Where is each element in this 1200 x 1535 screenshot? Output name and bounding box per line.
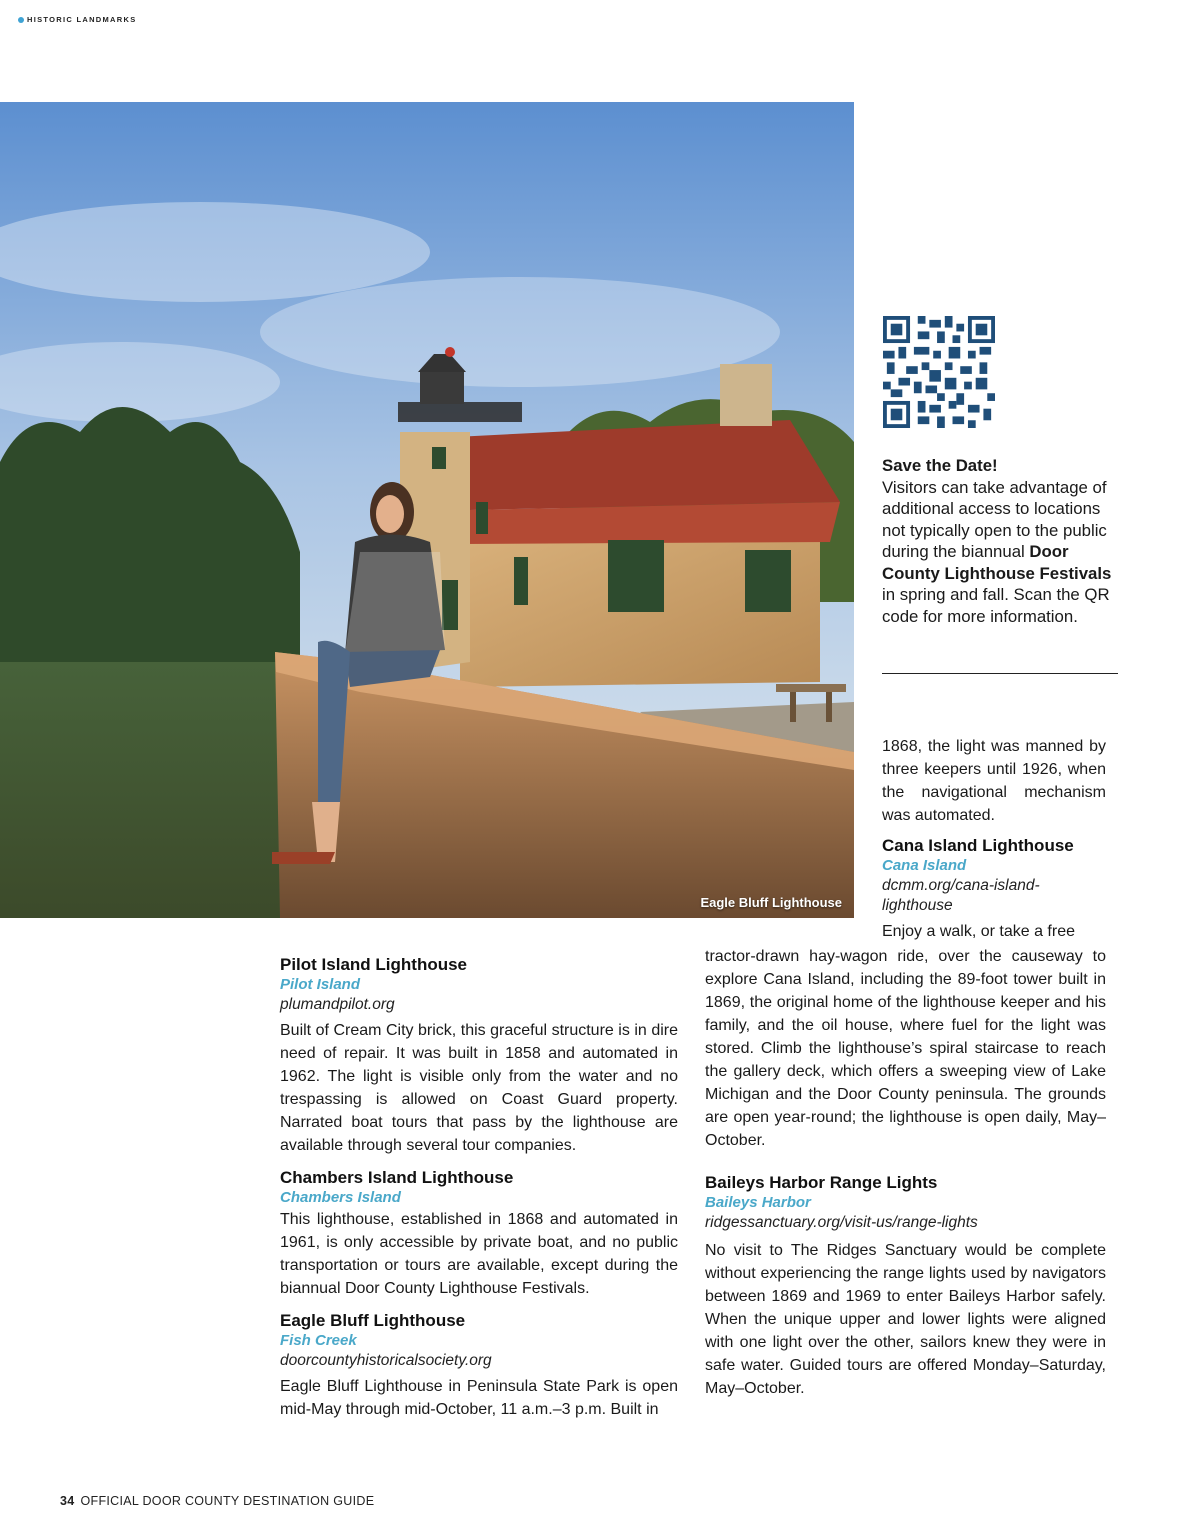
sidebar-text-before: Visitors can take advantage of additional access to locations not typically open to the public during the biannual (882, 477, 1107, 561)
section-tag-label: HISTORIC LANDMARKS (27, 15, 137, 24)
section-tag (18, 15, 137, 24)
photo-caption: Eagle Bluff Lighthouse (700, 895, 842, 910)
festival-name: Door County Lighthouse Festivals (882, 542, 1112, 583)
cana-url[interactable]: dcmm.org/cana-island-lighthouse (882, 877, 1040, 914)
eagle-heading: Eagle Bluff Lighthouse (280, 1311, 466, 1330)
eagle-location: Fish Creek (280, 1332, 357, 1349)
pilot-body: Built of Cream City brick, this graceful structure is in dire need of repair. It was built in 1858 and automated in 1962. The light is visible only from the water and no trespassing is allowed on Coast Guard property. Narrated boat tours that pass by the lighthouse are available through several tour companies. (280, 1022, 678, 1154)
pilot-url[interactable]: plumandpilot.org (280, 996, 395, 1013)
section-dot-icon (18, 17, 24, 23)
page-footer (60, 1494, 374, 1508)
baileys-heading: Baileys Harbor Range Lights (705, 1173, 938, 1192)
column-left (280, 954, 678, 1421)
chambers-body: This lighthouse, established in 1868 and automated in 1961, is only accessible by private boat, and no public transportation or tours are available, except during the biannual Door County Lighthouse Festivals. (280, 1211, 678, 1297)
photo-illustration (0, 102, 854, 918)
cana-body-start: Enjoy a walk, or take a free (882, 923, 1075, 940)
lighthouse-photo (0, 102, 854, 918)
eagle-body: Eagle Bluff Lighthouse in Peninsula State Park is open mid-May through mid-October, 11 a.m.–3 p.m. Built in (280, 1378, 678, 1418)
eagle-url[interactable]: doorcountyhistoricalsociety.org (280, 1352, 492, 1369)
save-the-date-box (882, 455, 1118, 627)
qr-code-icon[interactable] (883, 316, 995, 428)
chambers-heading: Chambers Island Lighthouse (280, 1168, 514, 1187)
pilot-location: Pilot Island (280, 976, 361, 993)
baileys-url[interactable]: ridgessanctuary.org/visit-us/range-lights (705, 1214, 978, 1231)
sidebar-title: Save the Date! (882, 456, 998, 475)
eagle-body-continued: 1868, the light was manned by three keepers until 1926, when the navigational mechanism was automated. (882, 738, 1106, 824)
column-right-lower (705, 945, 1106, 1400)
baileys-body: No visit to The Ridges Sanctuary would be complete without experiencing the range lights used by navigators between 1869 and 1969 to enter Baileys Harbor safely. When the unique upper and lower lights were aligned with one light over the other, sailors knew they were in safe water. Guided tours are offered Monday–Saturday, May–October. (705, 1242, 1106, 1397)
page-number: 34 (60, 1494, 75, 1508)
cana-heading: Cana Island Lighthouse (882, 836, 1074, 855)
publication-name: OFFICIAL DOOR COUNTY DESTINATION GUIDE (80, 1494, 375, 1508)
baileys-location: Baileys Harbor (705, 1194, 811, 1211)
cana-location: Cana Island (882, 857, 967, 874)
column-right-upper (882, 735, 1106, 943)
pilot-heading: Pilot Island Lighthouse (280, 955, 467, 974)
cana-body: tractor-drawn hay-wagon ride, over the causeway to explore Cana Island, including the 89-foot tower built in 1869, the original home of the lighthouse keeper and his family, and the oil house, where fuel for the light was stored. Climb the lighthouse’s spiral staircase to reach the gallery deck, which offers a sweeping view of Lake Michigan and the Door County peninsula. The grounds are open year-round; the lighthouse is open daily, May–October. (705, 948, 1106, 1149)
sidebar-divider (882, 673, 1118, 674)
sidebar-text-after: in spring and fall. Scan the QR code for more information. (882, 585, 1110, 626)
chambers-location: Chambers Island (280, 1189, 401, 1206)
